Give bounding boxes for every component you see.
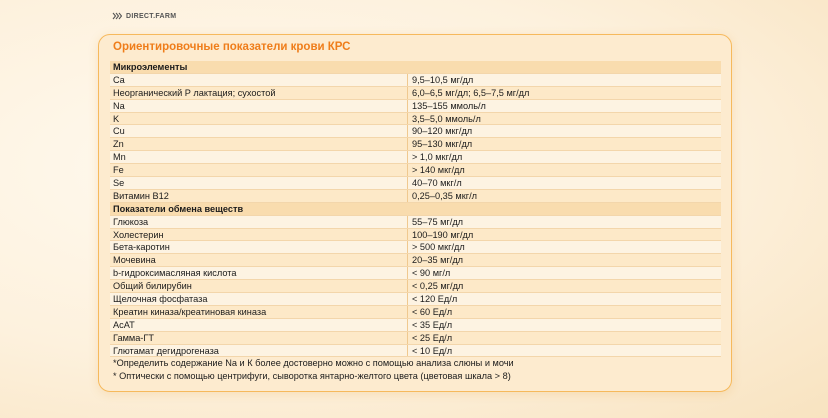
indicator-name: Общий билирубин — [113, 281, 192, 292]
indicator-name: Глюкоза — [113, 216, 149, 227]
table-row — [110, 87, 721, 100]
indicator-value: 55–75 мг/дл — [407, 216, 721, 228]
table-row — [110, 319, 721, 332]
indicator-name: b-гидроксимасляная кислота — [113, 268, 237, 279]
indicator-name: Cu — [113, 126, 125, 137]
table-row — [110, 138, 721, 151]
brand-logo — [112, 12, 176, 20]
brand-name: DIRECT.FARM — [126, 12, 177, 20]
indicator-value: 9,5–10,5 мг/дл — [407, 74, 721, 86]
indicator-name: Fe — [113, 165, 124, 176]
indicator-value: 95–130 мкг/дл — [407, 138, 721, 150]
section-heading-label: Показатели обмена веществ — [113, 203, 244, 214]
indicator-name: Мочевина — [113, 255, 156, 266]
table-row — [110, 241, 721, 254]
table-row — [110, 190, 721, 203]
table-row — [110, 164, 721, 177]
indicator-name: Na — [113, 100, 125, 111]
table-row — [110, 280, 721, 293]
indicator-value: < 90 мг/л — [407, 267, 721, 279]
indicator-name: Креатин киназа/креатиновая киназа — [113, 306, 267, 317]
footnote: * Оптически с помощью центрифуги, сыворотка янтарно-желтого цвета (цветовая шкала > 8) — [113, 371, 511, 382]
indicator-name: K — [113, 113, 120, 124]
indicator-value: > 500 мкг/дл — [407, 241, 721, 253]
table-row — [110, 229, 721, 242]
indicator-name: Витамин В12 — [113, 190, 169, 201]
table-row — [110, 254, 721, 267]
indicator-value: 40–70 мкг/л — [407, 177, 721, 189]
table-row — [110, 267, 721, 280]
indicator-value: < 35 Ед/л — [407, 319, 721, 331]
section-heading — [110, 61, 721, 74]
indicator-name: Неорганический Р лактация; сухостой — [113, 87, 276, 98]
indicator-name: Mn — [113, 152, 126, 163]
table-row — [110, 113, 721, 126]
table-row — [110, 74, 721, 87]
section-heading — [110, 203, 721, 216]
table-row — [110, 125, 721, 138]
indicator-name: Холестерин — [113, 229, 164, 240]
indicator-name: Щелочная фосфатаза — [113, 293, 208, 304]
indicators-table — [110, 61, 721, 383]
indicator-value: 100–190 мг/дл — [407, 229, 721, 241]
table-row — [110, 216, 721, 229]
indicator-value: > 140 мкг/дл — [407, 164, 721, 176]
indicator-value: 135–155 ммоль/л — [407, 100, 721, 112]
indicator-name: Ca — [113, 74, 125, 85]
indicator-name: Гамма-ГТ — [113, 332, 154, 343]
indicator-value: 90–120 мкг/дл — [407, 125, 721, 137]
card-title: Ориентировочные показатели крови КРС — [113, 41, 351, 53]
table-row — [110, 177, 721, 190]
indicator-value: 20–35 мг/дл — [407, 254, 721, 266]
indicator-name: Глютамат дегидрогеназа — [113, 345, 219, 356]
indicator-value: 3,5–5,0 ммоль/л — [407, 113, 721, 125]
table-row — [110, 332, 721, 345]
indicator-value: < 25 Ед/л — [407, 332, 721, 344]
indicator-value: < 120 Ед/л — [407, 293, 721, 305]
table-row — [110, 100, 721, 113]
indicator-name: Se — [113, 177, 125, 188]
footnote: *Определить содержание Na и К более достоверно можно с помощью анализа слюны и мочи — [113, 358, 514, 369]
table-row — [110, 151, 721, 164]
indicator-value: > 1,0 мкг/дл — [407, 151, 721, 163]
blood-indicators-card — [98, 34, 732, 392]
indicator-value: 0,25–0,35 мкг/л — [407, 190, 721, 202]
indicator-name: АсАТ — [113, 319, 135, 330]
indicator-value: < 10 Ед/л — [407, 345, 721, 357]
table-row — [110, 345, 721, 358]
indicator-value: < 60 Ед/л — [407, 306, 721, 318]
indicator-value: < 0,25 мг/дл — [407, 280, 721, 292]
section-heading-label: Микроэлементы — [113, 61, 188, 72]
table-row — [110, 306, 721, 319]
direct-farm-chevrons-icon — [112, 12, 122, 20]
indicator-name: Бета-каротин — [113, 242, 170, 253]
table-row — [110, 293, 721, 306]
indicator-value: 6,0–6,5 мг/дл; 6,5–7,5 мг/дл — [407, 87, 721, 99]
indicator-name: Zn — [113, 139, 124, 150]
